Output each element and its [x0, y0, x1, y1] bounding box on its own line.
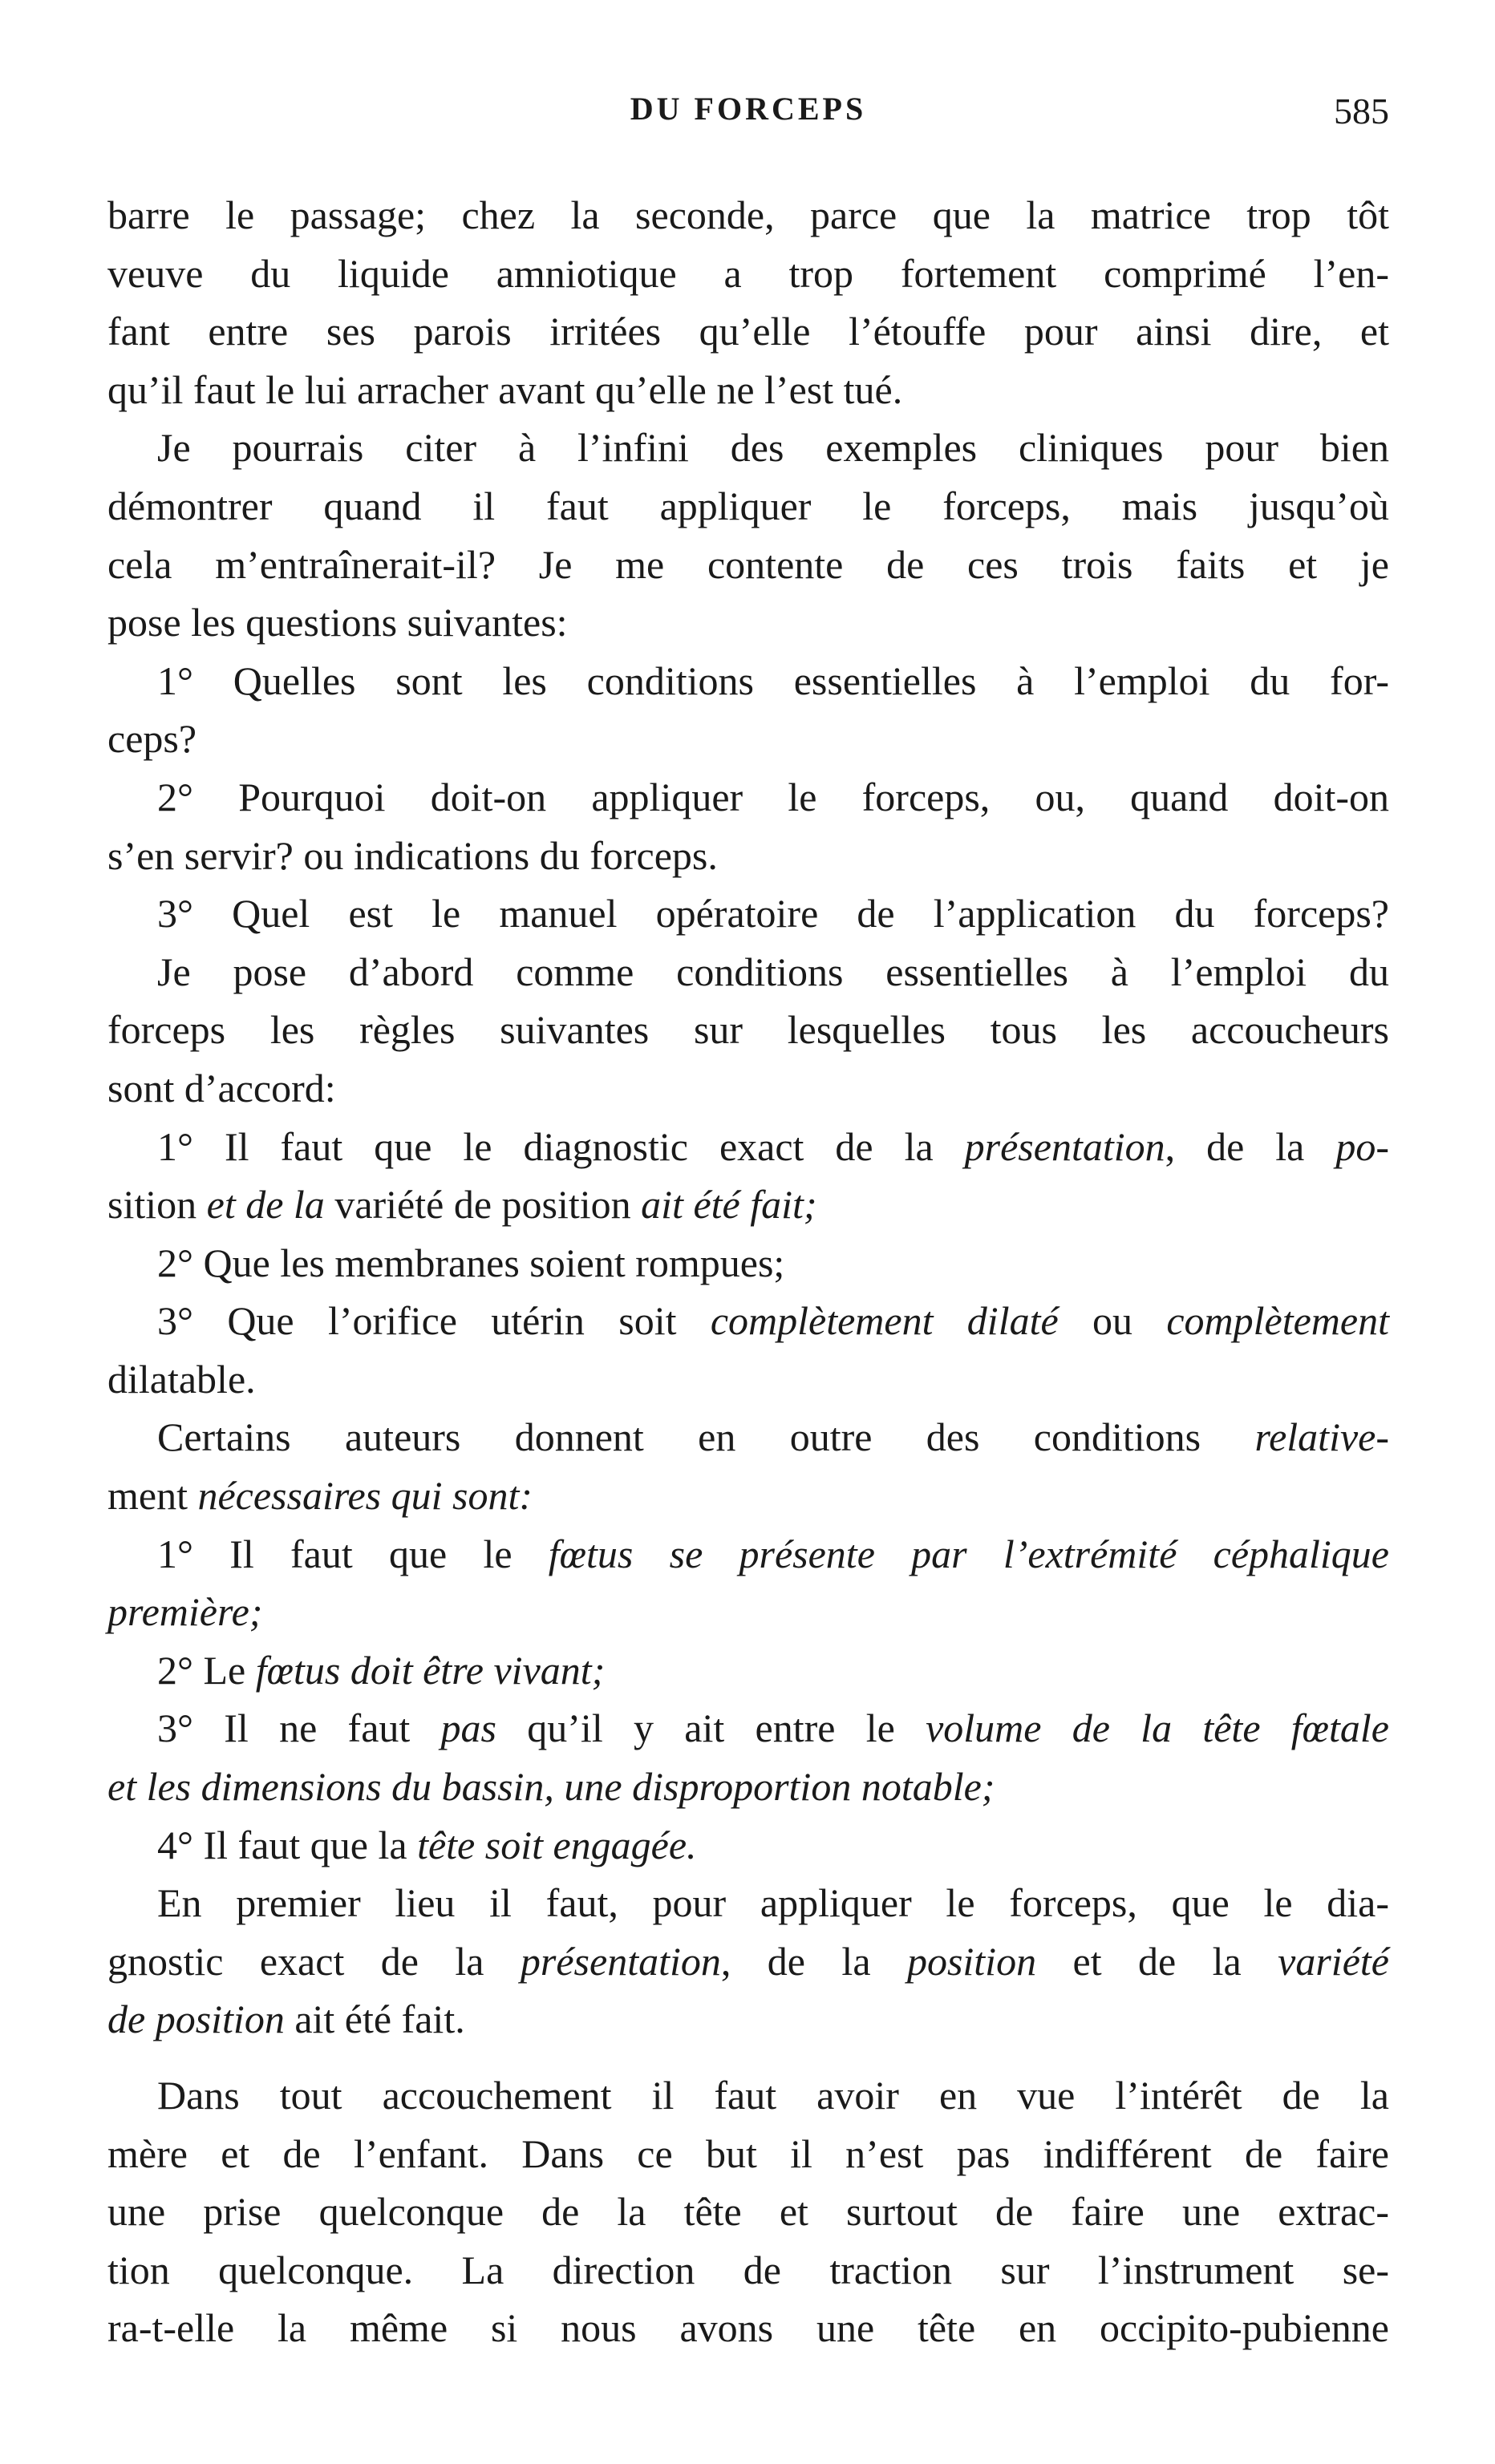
text-line: [107, 361, 1389, 419]
italic-text: complètement: [1166, 1298, 1389, 1344]
text-segment: Dans tout accouchement il faut avoir en vue l’intérêt de la: [157, 2073, 1389, 2118]
text-line: [107, 302, 1389, 361]
text-line: [107, 1408, 1389, 1467]
text-line: [107, 1583, 1389, 1641]
text-segment: gnostic exact de la: [107, 1938, 521, 1984]
text-line: [107, 186, 1389, 245]
italic-text: et de la: [196, 1182, 335, 1228]
text-segment: dilatable.: [107, 1356, 256, 1402]
text-line: [107, 1699, 1389, 1758]
text-segment: 2° Pourquoi doit-on appliquer le forceps, ou, quand doit-on: [157, 774, 1389, 819]
text-line: [107, 1990, 1389, 2049]
text-line: [107, 1292, 1389, 1350]
text-line: [107, 1525, 1389, 1584]
text-line: [107, 477, 1389, 536]
text-line: [107, 1467, 1389, 1525]
italic-text: volume de la tête fœtale: [926, 1705, 1389, 1751]
text-line: [107, 768, 1389, 827]
text-line: [107, 2299, 1389, 2357]
text-segment: ment: [107, 1473, 188, 1519]
italic-text: variété: [1278, 1938, 1389, 1984]
text-line: [107, 2183, 1389, 2241]
running-title: DU FORCEPS: [630, 91, 867, 127]
italic-text: ait été fait;: [630, 1182, 817, 1228]
text-segment: En premier lieu il faut, pour appliquer le forceps, que le dia-: [157, 1880, 1389, 1926]
italic-text: tête soit engagée.: [417, 1822, 697, 1867]
text-segment: ra-t-elle la même si nous avons une tête en occipito-pubienne: [107, 2305, 1389, 2351]
text-line: [107, 1001, 1389, 1059]
italic-text: de position: [107, 1997, 285, 2042]
text-segment: , de la: [720, 1938, 907, 1984]
text-segment: 1° Il faut que le: [157, 1531, 549, 1576]
text-segment: sition: [107, 1182, 197, 1228]
italic-text: présentation: [964, 1123, 1165, 1169]
text-line: [107, 884, 1389, 943]
text-line: [107, 1118, 1389, 1176]
text-segment: variété de position: [334, 1182, 631, 1228]
italic-text: position: [906, 1938, 1037, 1984]
text-line: [107, 652, 1389, 710]
text-segment: mère et de l’enfant. Dans ce but il n’est pas indifférent de faire: [107, 2130, 1389, 2176]
text-segment: qu’il y ait entre le: [496, 1705, 926, 1751]
text-segment: ou: [1058, 1298, 1167, 1344]
text-segment: 2° Que les membranes soient rompues;: [157, 1240, 785, 1285]
italic-text: relative-: [1254, 1414, 1389, 1460]
text-segment: veuve du liquide amniotique a trop fortement comprimé l’en-: [107, 250, 1389, 296]
text-line: [107, 1234, 1389, 1293]
text-segment: ait été fait.: [284, 1997, 465, 2042]
text-segment: et de la: [1036, 1938, 1278, 1984]
text-line: [107, 710, 1389, 768]
text-line: [107, 1175, 1389, 1234]
text-segment: 1° Quelles sont les conditions essentielles à l’emploi du for-: [157, 657, 1389, 703]
text-segment: Je pose d’abord comme conditions essentielles à l’emploi du: [157, 949, 1389, 994]
text-line: [107, 1758, 1389, 1816]
text-segment: démontrer quand il faut appliquer le forceps, mais jusqu’où: [107, 483, 1389, 528]
text-segment: une prise quelconque de la tête et surtout de faire une extrac-: [107, 2189, 1389, 2235]
text-line: [107, 536, 1389, 594]
text-line: [107, 943, 1389, 1001]
text-segment: fant entre ses parois irritées qu’elle l’étouffe pour ainsi dire, et: [107, 309, 1389, 354]
italic-text: po-: [1335, 1123, 1389, 1169]
text-line: [107, 1816, 1389, 1875]
text-line: [107, 827, 1389, 885]
text-line: [107, 1350, 1389, 1409]
text-segment: 1° Il faut que le diagnostic exact de la: [157, 1123, 965, 1169]
text-line: [107, 2066, 1389, 2125]
italic-text: nécessaires qui sont:: [187, 1473, 533, 1519]
text-line: [107, 1059, 1389, 1118]
italic-text: première;: [107, 1589, 263, 1635]
text-segment: forceps les règles suivantes sur lesquelles tous les accoucheurs: [107, 1007, 1389, 1053]
text-line: [107, 593, 1389, 652]
text-line: [107, 2241, 1389, 2300]
text-line: [107, 1932, 1389, 1991]
text-segment: s’en servir? ou indications du forceps.: [107, 832, 718, 878]
italic-text: présentation: [520, 1938, 721, 1984]
text-segment: ceps?: [107, 716, 197, 762]
text-line: [107, 1641, 1389, 1700]
italic-text: et les dimensions du bassin, une disproportion notable;: [107, 1764, 995, 1810]
text-line: [107, 1874, 1389, 1932]
text-segment: qu’il faut le lui arracher avant qu’elle ne l’est tué.: [107, 366, 903, 412]
text-segment: barre le passage; chez la seconde, parce que la matrice trop tôt: [107, 192, 1389, 237]
text-segment: Certains auteurs donnent en outre des conditions: [157, 1414, 1255, 1460]
page-number: 585: [1334, 91, 1389, 131]
text-line: [107, 2125, 1389, 2183]
text-segment: 4° Il faut que la: [157, 1822, 418, 1867]
italic-text: fœtus se présente par l’extrémité céphalique: [548, 1531, 1389, 1576]
text-segment: sont d’accord:: [107, 1065, 336, 1111]
text-segment: 3° Il ne faut: [157, 1705, 441, 1751]
text-line: [107, 419, 1389, 477]
text-segment: tion quelconque. La direction de traction sur l’instrument se-: [107, 2247, 1389, 2292]
italic-text: complètement dilaté: [710, 1298, 1059, 1344]
text-segment: 2° Le: [157, 1647, 256, 1693]
text-segment: 3° Que l’orifice utérin soit: [157, 1298, 711, 1344]
italic-text: fœtus doit être vivant;: [255, 1647, 606, 1693]
page-header: [107, 90, 1389, 138]
text-segment: 3° Quel est le manuel opératoire de l’application du forceps?: [157, 891, 1389, 937]
text-segment: , de la: [1165, 1123, 1336, 1169]
body-text: [107, 186, 1389, 2357]
text-segment: Je pourrais citer à l’infini des exemples cliniques pour bien: [157, 425, 1389, 471]
text-segment: pose les questions suivantes:: [107, 600, 568, 645]
text-segment: cela m’entraînerait-il? Je me contente de ces trois faits et je: [107, 541, 1389, 587]
italic-text: pas: [440, 1705, 497, 1751]
text-line: [107, 245, 1389, 303]
